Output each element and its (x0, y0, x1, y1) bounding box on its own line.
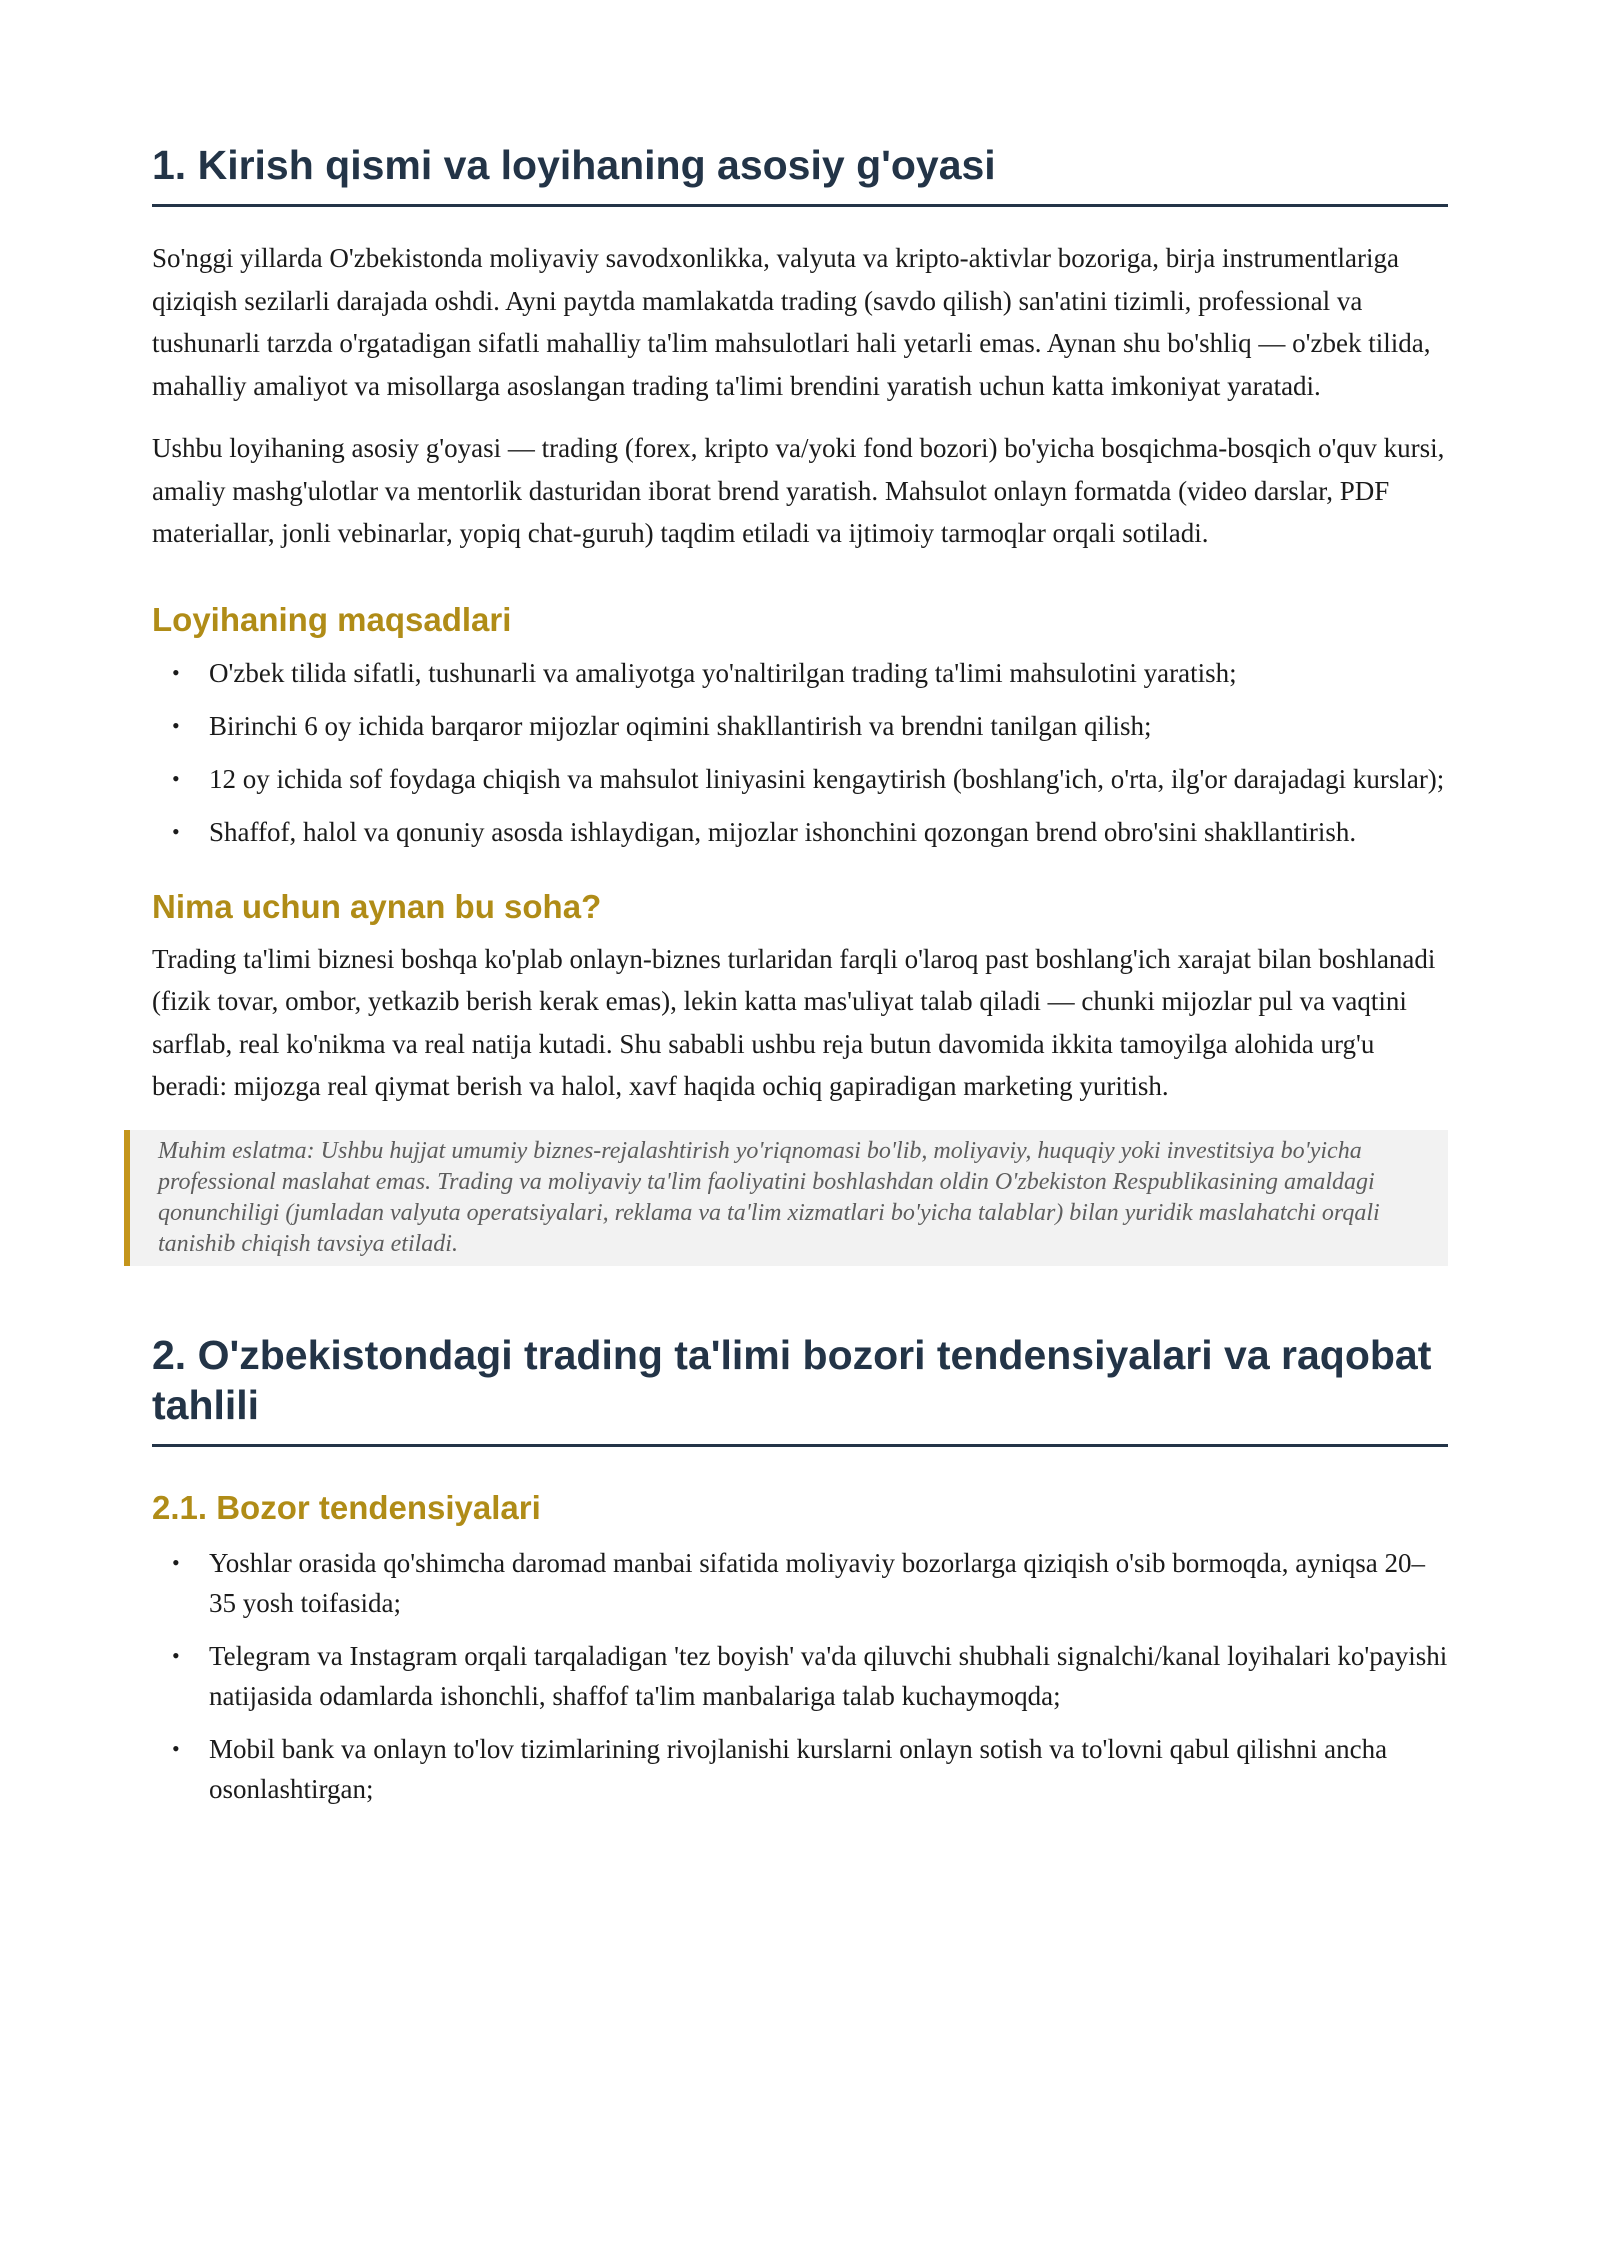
section-2-title: 2. O'zbekistondagi trading ta'limi bozori tendensiyalari va raqobat tahlili (152, 1330, 1448, 1447)
trend-item-3 (152, 1729, 1448, 1809)
section-1-title: 1. Kirish qismi va loyihaning asosiy g'oyasi (152, 140, 1448, 207)
trend-item-1 (152, 1543, 1448, 1623)
goals-heading: Loyihaning maqsadlari (152, 600, 512, 638)
goal-item-1 (152, 653, 1448, 693)
goal-item-3 (152, 759, 1448, 799)
document-page (152, 140, 1448, 1822)
important-note (124, 1130, 1448, 1266)
bullet-icon: • (172, 818, 180, 844)
bullet-icon: • (172, 1735, 180, 1761)
bullet-icon: • (172, 659, 180, 685)
trend-text-2: Telegram va Instagram orqali tarqaladigan 'tez boyish' va'da qiluvchi shubhali signalchi/kanal loyihalari ko'payishi natijasida odamlarda ishonchli, shaffof ta'lim manbalariga talab kuchaymoqda; (209, 1640, 1448, 1711)
goal-item-2 (152, 706, 1448, 746)
goal-text-3: 12 oy ichida sof foydaga chiqish va mahsulot liniyasini kengaytirish (boshlang'ich, o'rta, ilg'or darajadagi kurslar); (209, 763, 1445, 794)
why-paragraph: Trading ta'limi biznesi boshqa ko'plab onlayn-biznes turlaridan farqli o'laroq past boshlang'ich xarajat bilan boshlanadi (fizik tovar, ombor, yetkazib berish kerak emas), lekin katta mas'uliyat talab qiladi — chunki mijozlar pul va vaqtini sarflab, real ko'nikma va real natija kutadi. Shu sababli ushbu reja butun davomida ikkita tamoyilga alohida urg'u beradi: mijozga real qiymat berish va halol, xavf haqida ochiq gapiradigan marketing yuritish. (152, 943, 1436, 1101)
trends-list (152, 1543, 1448, 1809)
bullet-icon: • (172, 1549, 180, 1575)
trend-text-1: Yoshlar orasida qo'shimcha daromad manbai sifatida moliyaviy bozorlarga qiziqish o'sib bormoqda, ayniqsa 20–35 yosh toifasida; (209, 1547, 1426, 1618)
intro-paragraph-1: So'nggi yillarda O'zbekistonda moliyaviy savodxonlikka, valyuta va kripto-aktivlar bozoriga, birja instrumentlariga qiziqish sezilarli darajada oshdi. Ayni paytda mamlakatda trading (savdo qilish) san'atini tizimli, professional va tushunarli tarzda o'rgatadigan sifatli mahalliy ta'lim mahsulotlari hali yetarli emas. Aynan shu bo'shliq — o'zbek tilida, mahalliy amaliyot va misollarga asoslangan trading ta'limi brendini yaratish uchun katta imkoniyat yaratadi. (152, 243, 1431, 401)
goal-text-4: Shaffof, halol va qonuniy asosda ishlaydigan, mijozlar ishonchini qozongan brend obro'sini shakllantirish. (209, 816, 1357, 847)
trends-heading: 2.1. Bozor tendensiyalari (152, 1488, 541, 1526)
important-note-text: Muhim eslatma: Ushbu hujjat umumiy biznes-rejalashtirish yo'riqnomasi bo'lib, moliyaviy, huquqiy yoki investitsiya bo'yicha professional maslahat emas. Trading va moliyaviy ta'lim faoliyatini boshlashdan oldin O'zbekiston Respublikasining amaldagi qonunchiligi (jumladan valyuta operatsiyalari, reklama va ta'lim xizmatlari bo'yicha talablar) bilan yuridik maslahatchi orqali tanishib chiqish tavsiya etiladi. (158, 1137, 1380, 1257)
bullet-icon: • (172, 1642, 180, 1668)
goals-list (152, 653, 1448, 852)
intro-paragraph-2: Ushbu loyihaning asosiy g'oyasi — trading (forex, kripto va/yoki fond bozori) bo'yicha bosqichma-bosqich o'quv kursi, amaliy mashg'ulotlar va mentorlik dasturidan iborat brend yaratish. Mahsulot onlayn formatda (video darslar, PDF materiallar, jonli vebinarlar, yopiq chat-guruh) taqdim etiladi va ijtimoiy tarmoqlar orqali sotiladi. (152, 433, 1445, 548)
bullet-icon: • (172, 765, 180, 791)
bullet-icon: • (172, 712, 180, 738)
trend-text-3: Mobil bank va onlayn to'lov tizimlarining rivojlanishi kurslarni onlayn sotish va to'lovni qabul qilishni ancha osonlashtirgan; (209, 1733, 1388, 1804)
goal-item-4 (152, 812, 1448, 852)
goal-text-2: Birinchi 6 oy ichida barqaror mijozlar oqimini shakllantirish va brendni tanilgan qilish; (209, 710, 1152, 741)
trend-item-2 (152, 1636, 1448, 1716)
why-heading: Nima uchun aynan bu soha? (152, 887, 602, 925)
goal-text-1: O'zbek tilida sifatli, tushunarli va amaliyotga yo'naltirilgan trading ta'limi mahsulotini yaratish; (209, 657, 1237, 688)
